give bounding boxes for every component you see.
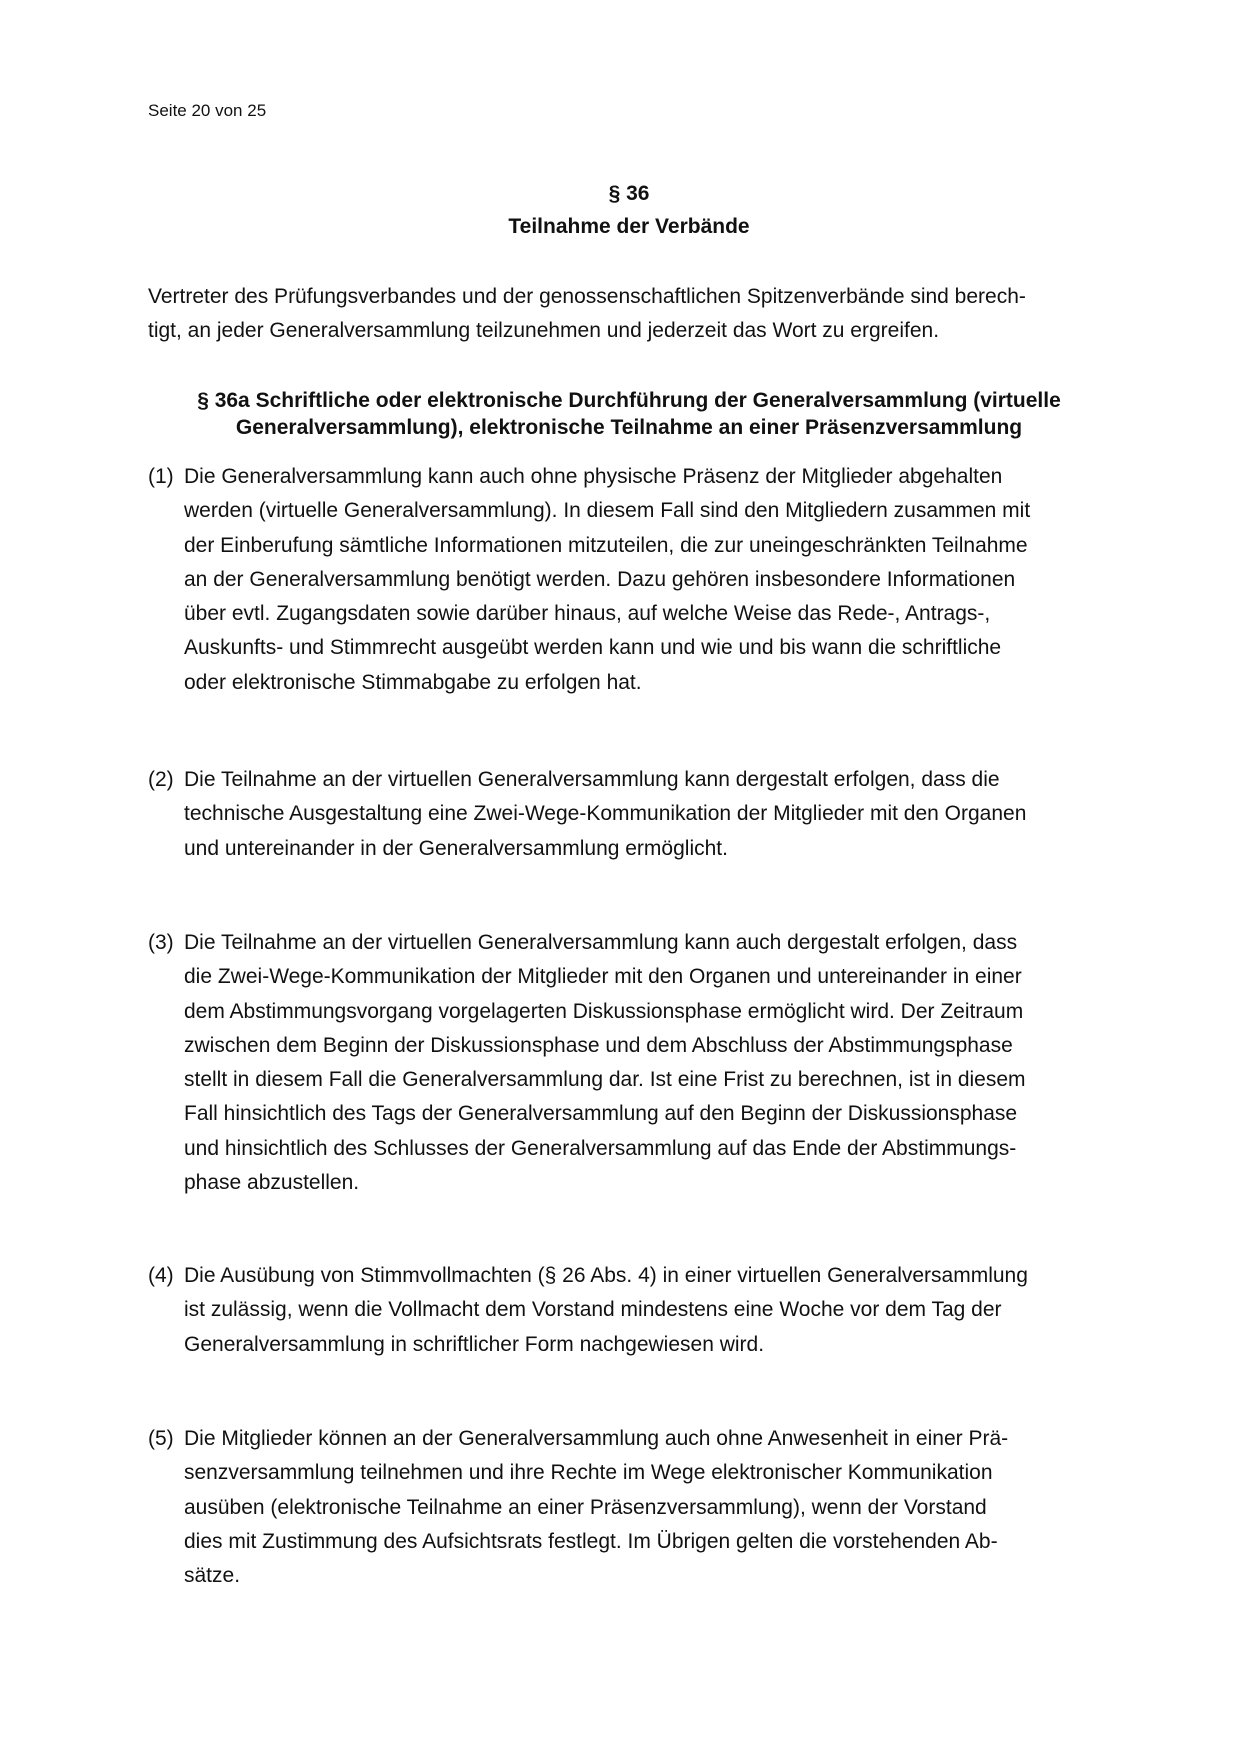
text-line: tigt, an jeder Generalversammlung teilzunehmen und jederzeit das Wort zu ergreifen. (148, 319, 940, 343)
text-line: an der Generalversammlung benötigt werden. Dazu gehören insbesondere Informationen (184, 567, 1016, 591)
text-line: werden (virtuelle Generalversammlung). In diesem Fall sind den Mitgliedern zusammen mit (184, 499, 1031, 523)
section-36-number: § 36 (608, 182, 650, 205)
item-number: (2) (148, 768, 174, 791)
item-number: (3) (148, 931, 174, 954)
title-line: § 36a Schriftliche oder elektronische Durchführung der Generalversammlung (virtuelle (197, 389, 1061, 412)
text-line: und hinsichtlich des Schlusses der Generalversammlung auf das Ende der Abstimmungs- (184, 1136, 1017, 1160)
section-36a-title (148, 387, 1110, 441)
text-line: ist zulässig, wenn die Vollmacht dem Vorstand mindestens eine Woche vor dem Tag der (184, 1298, 1002, 1322)
text-line: Die Generalversammlung kann auch ohne physische Präsenz der Mitglieder abgehalten (184, 465, 1003, 488)
text-line: der Einberufung sämtliche Informationen mitzuteilen, die zur uneingeschränkten Teilnahme (184, 533, 1028, 557)
title-line: Generalversammlung), elektronische Teilnahme an einer Präsenzversammlung (235, 416, 1023, 439)
text-line: dies mit Zustimmung des Aufsichtsrats festlegt. Im Übrigen gelten die vorstehenden Ab- (184, 1529, 998, 1553)
item-number: (4) (148, 1264, 174, 1287)
text-line: Die Teilnahme an der virtuellen Generalversammlung kann auch dergestalt erfolgen, dass (184, 931, 1018, 954)
text-line: stellt in diesem Fall die Generalversammlung dar. Ist eine Frist zu berechnen, ist in diesem (184, 1068, 1026, 1092)
text-line: senzversammlung teilnehmen und ihre Rechte im Wege elektronischer Kommunikation (184, 1461, 993, 1485)
section-36-paragraph (148, 280, 1113, 349)
section-36-title: Teilnahme der Verbände (508, 215, 750, 238)
text-line: Fall hinsichtlich des Tags der Generalversammlung auf den Beginn der Diskussionsphase (184, 1102, 1018, 1126)
paragraph-item-2 (148, 763, 1113, 866)
text-line: zwischen dem Beginn der Diskussionsphase und dem Abschluss der Abstimmungsphase (184, 1033, 1013, 1057)
text-line: Die Ausübung von Stimmvollmachten (§ 26 Abs. 4) in einer virtuellen Generalversammlung (184, 1264, 1028, 1287)
text-line: ausüben (elektronische Teilnahme an einer Präsenzversammlung), wenn der Vorstand (184, 1495, 987, 1519)
text-line: dem Abstimmungsvorgang vorgelagerten Diskussionsphase ermöglicht wird. Der Zeitraum (184, 999, 1024, 1023)
item-number: (1) (148, 465, 174, 488)
text-line: die Zwei-Wege-Kommunikation der Mitglieder mit den Organen und untereinander in einer (184, 965, 1022, 989)
text-line: und untereinander in der Generalversammlung ermöglicht. (184, 836, 728, 860)
paragraph-item-3 (148, 926, 1113, 1200)
text-line: Die Mitglieder können an der Generalversammlung auch ohne Anwesenheit in einer Prä- (184, 1427, 1009, 1450)
text-line: phase abzustellen. (184, 1171, 360, 1195)
item-number: (5) (148, 1427, 174, 1450)
page-header: Seite 20 von 25 (148, 101, 267, 120)
text-line: oder elektronische Stimmabgabe zu erfolgen hat. (184, 670, 642, 694)
paragraph-item-4 (148, 1259, 1113, 1362)
text-line: Generalversammlung in schriftlicher Form nachgewiesen wird. (184, 1332, 765, 1356)
text-line: Auskunfts- und Stimmrecht ausgeübt werden kann und wie und bis wann die schriftliche (184, 636, 1002, 660)
text-line: über evtl. Zugangsdaten sowie darüber hinaus, auf welche Weise das Rede-, Antrags-, (184, 602, 991, 626)
text-line: Die Teilnahme an der virtuellen Generalversammlung kann dergestalt erfolgen, dass die (184, 768, 1000, 791)
text-line: Vertreter des Prüfungsverbandes und der genossenschaftlichen Spitzenverbände sind berech- (148, 285, 1026, 308)
text-line: sätze. (184, 1564, 241, 1588)
paragraph-item-1 (148, 460, 1113, 700)
text-line: technische Ausgestaltung eine Zwei-Wege-Kommunikation der Mitglieder mit den Organen (184, 802, 1027, 826)
paragraph-item-5 (148, 1422, 1113, 1593)
